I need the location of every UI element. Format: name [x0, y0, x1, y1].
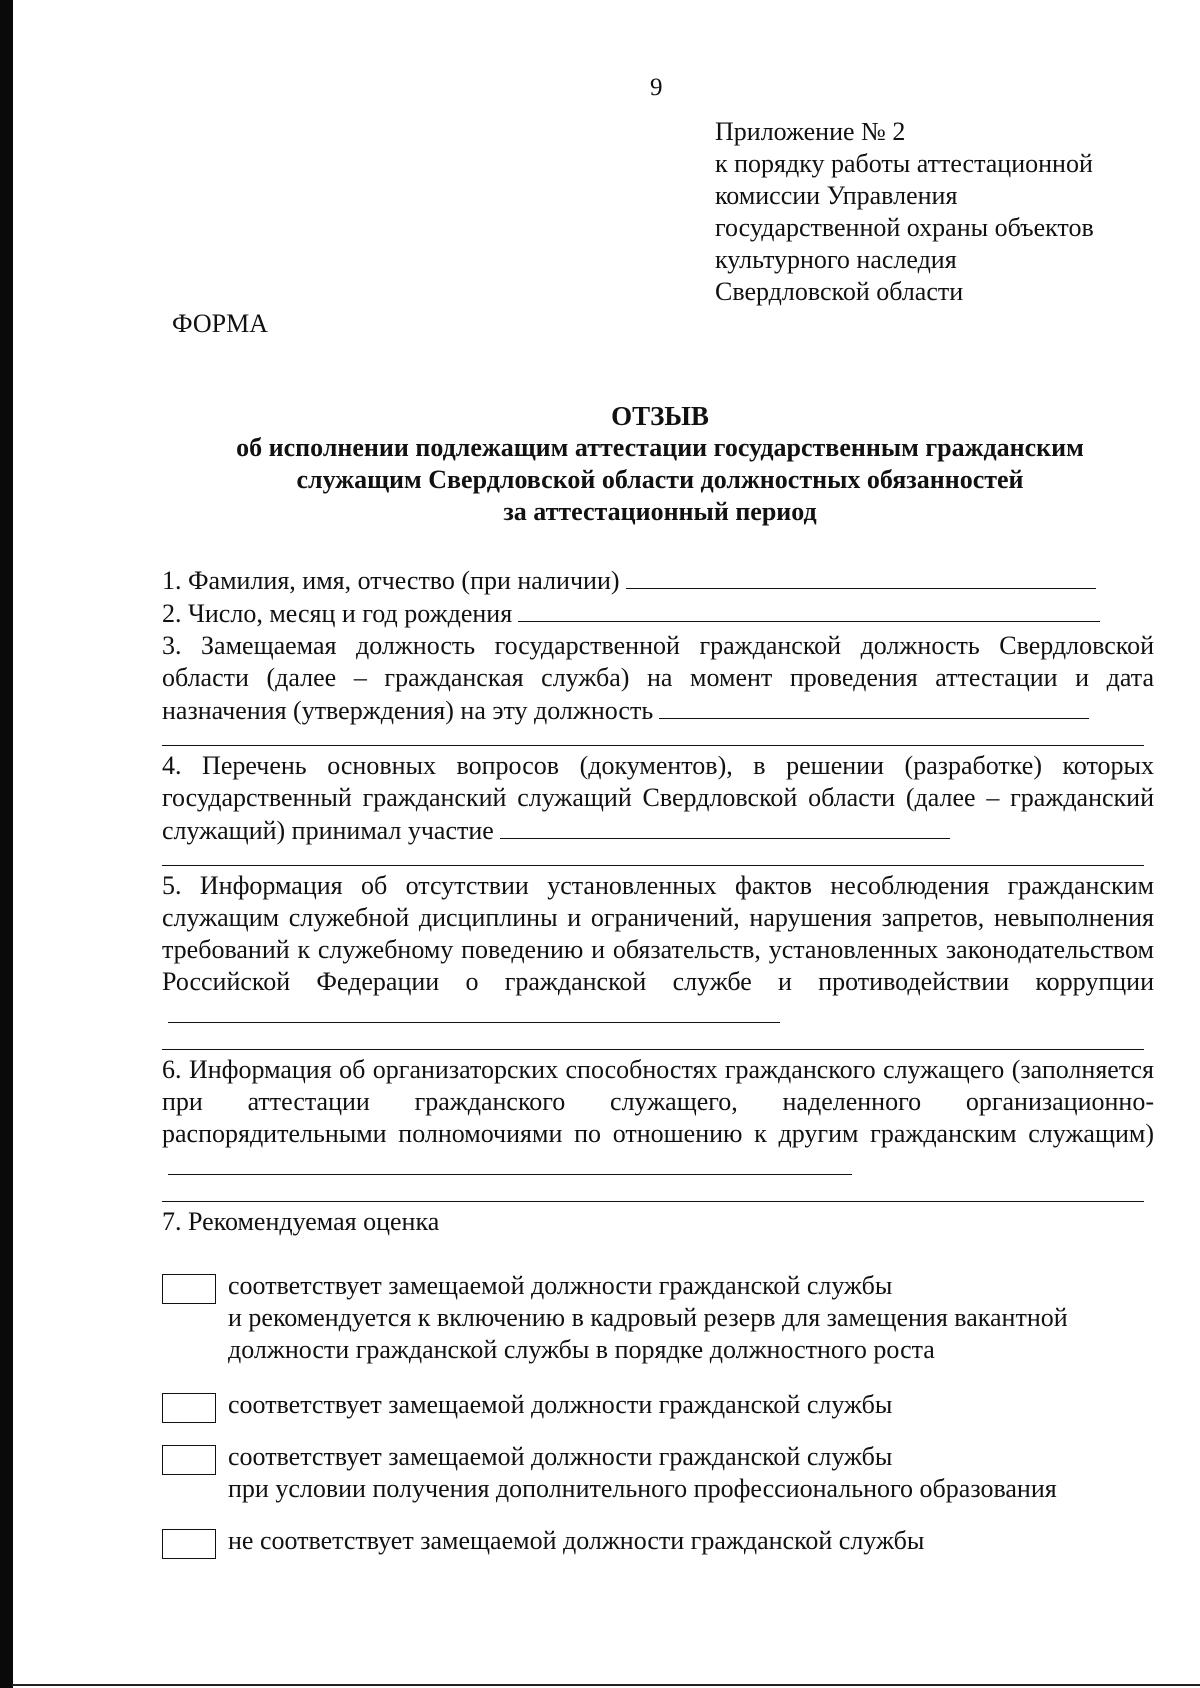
option-line: соответствует замещаемой должности гражданской службы	[228, 1442, 893, 1471]
birth-date-blank[interactable]	[518, 597, 1100, 622]
item-organizational-skills-label: 6. Информация об организаторских способностях гражданского служащего (заполняется при аттестации гражданского служащего, наделенного организационно-распорядительными полномочиями по отношению к другим гражданским служащим)	[162, 1055, 1154, 1148]
option-line: должности гражданской службы в порядке должностного роста	[228, 1335, 935, 1364]
appendix-line: к порядку работы аттестационной	[715, 149, 1093, 178]
page-number: 9	[650, 74, 663, 101]
item-position-label: 3. Замещаемая должность государственной гражданской должность Свердловской области (далее – гражданская служба) на момент проведения аттестации и дата назначения (утверждения) на эту должность	[162, 631, 1154, 725]
form-items	[162, 564, 1154, 1238]
option-line: соответствует замещаемой должности гражданской службы	[228, 1271, 893, 1300]
item-discipline-info-label: 5. Информация об отсутствии установленных фактов несоблюдения гражданским служащим служебной дисциплины и ограничений, нарушения запретов, невыполнения требований к служебному поведению и обязательств, установленных законодательством Российской Федерации о гражданской службе и противодействии коррупции	[162, 871, 1154, 996]
title-subline: служащим Свердловской области должностных обязанностей	[296, 465, 1024, 494]
form-label: ФОРМА	[172, 309, 268, 338]
option-line: не соответствует замещаемой должности гражданской службы	[228, 1526, 925, 1555]
option-line: соответствует замещаемой должности гражданской службы	[228, 1390, 893, 1419]
organizational-skills-blank-continuation[interactable]	[162, 1183, 1144, 1202]
position-blank-continuation[interactable]	[162, 727, 1144, 746]
item-position	[162, 630, 1154, 727]
item-organizational-skills	[162, 1054, 1154, 1183]
discipline-info-blank[interactable]	[168, 998, 780, 1023]
title-subline: об исполнении подлежащим аттестации государственным гражданским	[236, 433, 1084, 462]
assessment-option-conditional-checkbox[interactable]	[162, 1445, 216, 1475]
full-name-blank[interactable]	[626, 564, 1096, 589]
item-full-name	[162, 564, 1154, 597]
assessment-option-compliant-checkbox[interactable]	[162, 1393, 216, 1423]
appendix-note	[715, 116, 1094, 308]
appendix-line: культурного наследия	[715, 245, 957, 274]
option-line: при условии получения дополнительного профессионального образования	[228, 1474, 1057, 1503]
item-discipline-info	[162, 870, 1154, 1031]
appendix-line: комиссии Управления	[715, 181, 958, 210]
assessment-option-compliant-text	[228, 1389, 892, 1421]
item-birth-date	[162, 597, 1154, 630]
assessment-option-non-compliant-checkbox[interactable]	[162, 1529, 216, 1559]
recommended-assessment-heading: 7. Рекомендуемая оценка	[162, 1207, 440, 1236]
assessment-option-conditional-text	[228, 1441, 1057, 1505]
document-title	[160, 400, 1160, 528]
title-main: ОТЗЫВ	[611, 401, 709, 431]
scan-left-edge	[0, 0, 13, 1688]
assessment-option-non-compliant-text	[228, 1525, 924, 1557]
scan-bottom-edge	[12, 1684, 1200, 1686]
assessment-option-reserve-checkbox[interactable]	[162, 1274, 216, 1304]
item-full-name-label: 1. Фамилия, имя, отчество (при наличии)	[162, 566, 620, 595]
option-line: и рекомендуется к включению в кадровый резерв для замещения вакантной	[228, 1303, 1068, 1332]
item-questions-label: 4. Перечень основных вопросов (документов), в решении (разработке) которых государственный гражданский служащий Свердловской области (далее – гражданский служащий) принимал участие	[162, 751, 1154, 845]
assessment-option-reserve-text	[228, 1270, 1068, 1366]
item-questions	[162, 750, 1154, 847]
questions-blank[interactable]	[500, 814, 950, 839]
title-subline: за аттестационный период	[503, 497, 817, 526]
position-blank[interactable]	[659, 694, 1089, 719]
appendix-line: Приложение № 2	[715, 117, 906, 146]
discipline-info-blank-continuation[interactable]	[162, 1031, 1144, 1050]
item-birth-date-label: 2. Число, месяц и год рождения	[162, 599, 513, 628]
questions-blank-continuation[interactable]	[162, 847, 1144, 866]
appendix-line: государственной охраны объектов	[715, 213, 1094, 242]
appendix-line: Свердловской области	[715, 277, 964, 306]
organizational-skills-blank[interactable]	[168, 1150, 852, 1175]
